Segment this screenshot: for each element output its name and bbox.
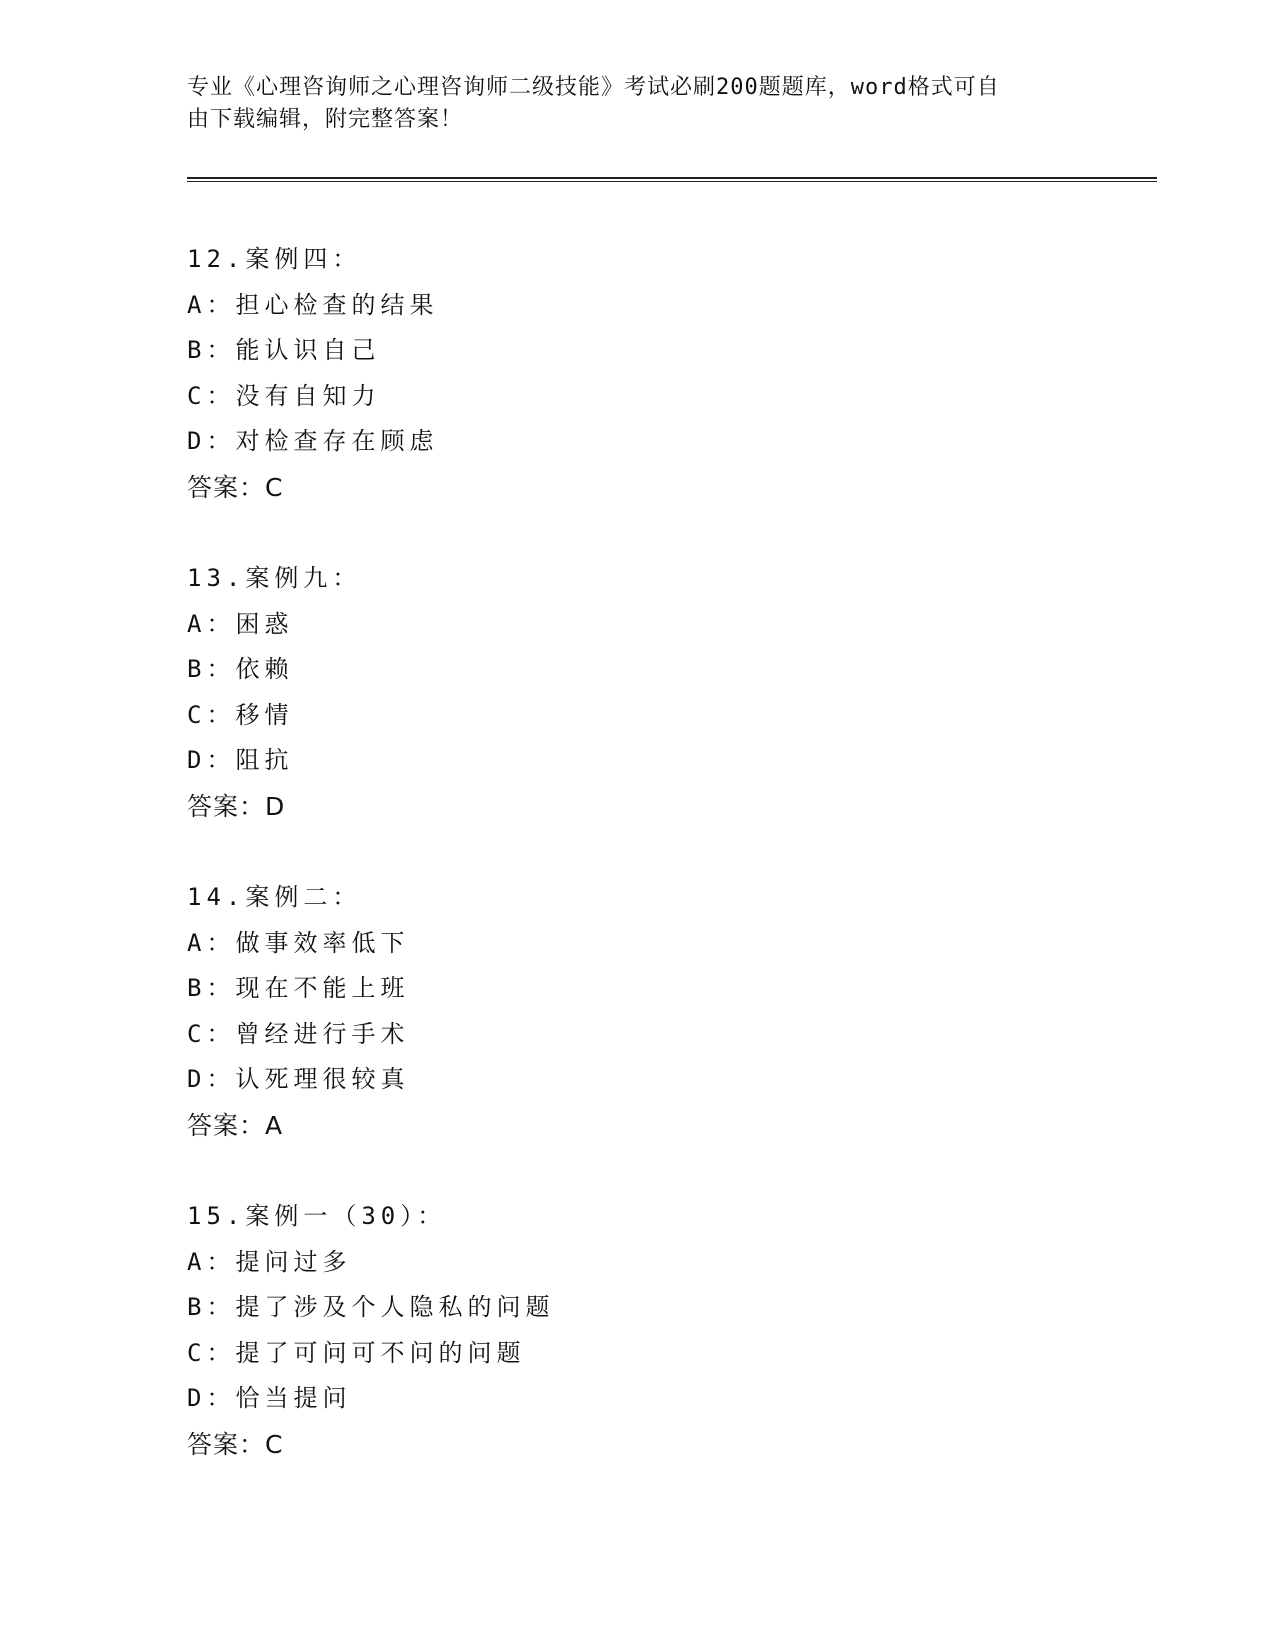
question-12 [187,237,1087,510]
option-c: C：提了可问可不问的问题 [187,1338,526,1367]
question-stem: 14.案例二： [187,883,362,911]
option-a: A：提问过多 [187,1247,352,1276]
option-a: A：担心检查的结果 [187,290,439,319]
option-c: C：没有自知力 [187,381,381,410]
option-b: B：能认识自己 [187,336,381,364]
header-divider [187,177,1157,182]
option-c: C：移情 [187,700,294,729]
option-d: D：恰当提问 [187,1384,352,1412]
header-line-1: 专业《心理咨询师之心理咨询师二级技能》考试必刷200题题库，word格式可自 [187,75,1000,100]
answer-label: 答案：D [187,791,286,821]
option-a: A：困惑 [187,609,294,638]
option-d: D：认死理很较真 [187,1065,410,1093]
answer-label: 答案：C [187,472,284,502]
header-line-2: 由下载编辑，附完整答案！ [187,107,464,132]
option-b: B：现在不能上班 [187,974,410,1002]
document-header [187,72,1067,136]
question-13 [187,556,1087,829]
question-stem: 15.案例一（30）： [187,1202,447,1230]
option-a: A：做事效率低下 [187,928,410,957]
answer-label: 答案：A [187,1110,284,1140]
option-b: B：依赖 [187,655,294,683]
option-b: B：提了涉及个人隐私的问题 [187,1293,555,1321]
option-d: D：对检查存在顾虑 [187,427,439,455]
question-14 [187,875,1087,1148]
question-stem: 13.案例九： [187,564,362,592]
option-d: D：阻抗 [187,746,294,774]
question-stem: 12.案例四： [187,245,362,273]
option-c: C：曾经进行手术 [187,1019,410,1048]
question-15 [187,1194,1087,1467]
answer-label: 答案：C [187,1429,284,1459]
